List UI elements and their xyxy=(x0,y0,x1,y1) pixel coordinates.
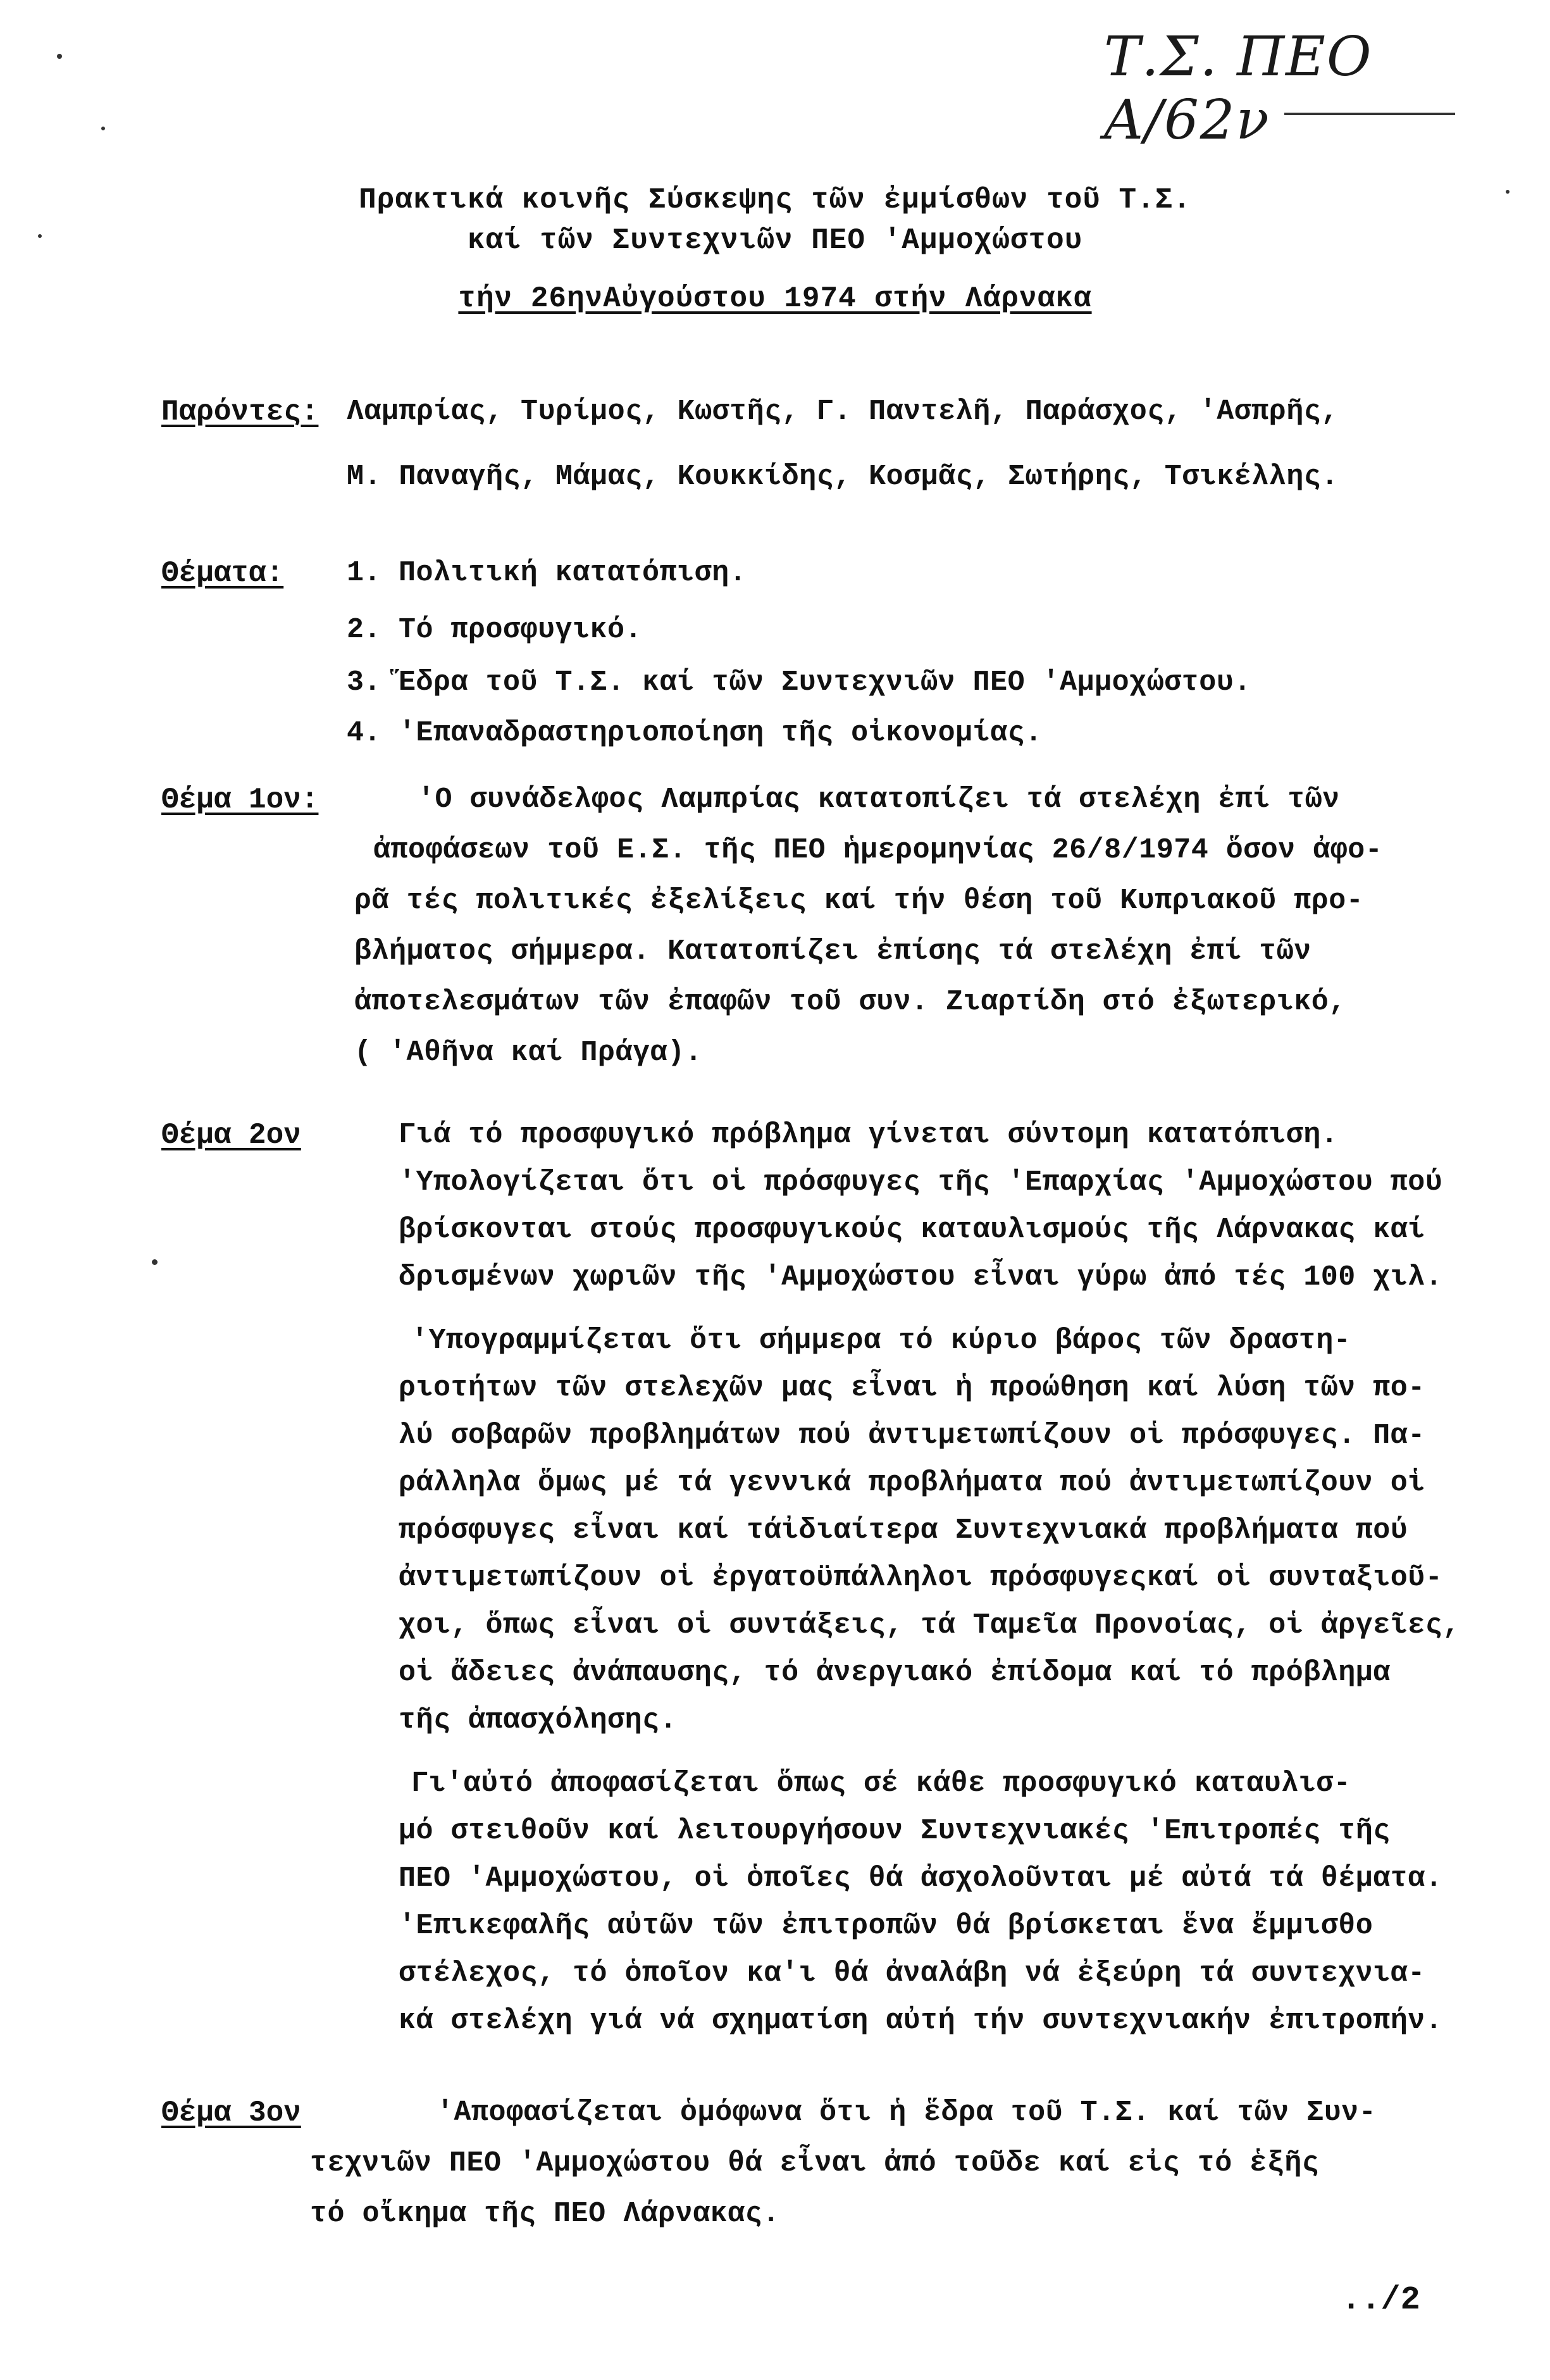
scan-speck xyxy=(101,127,105,130)
topic1-line: ρᾶ τές πολιτικές ἐξελίξεις καί τήν θέση τοῦ Κυπριακοῦ προ- xyxy=(354,885,1364,917)
topic2-line: Γιά τό προσφυγικό πρόβλημα γίνεται σύντομη κατατόπιση. xyxy=(399,1119,1339,1151)
scan-speck xyxy=(152,1259,158,1265)
topic2-line: πρόσφυγες εἶναι καί τάἰδιαίτερα Συντεχνιακά προβλήματα πού xyxy=(399,1514,1408,1547)
topic2-line: δρισμένων χωριῶν τῆς 'Αμμοχώστου εἶναι γύρω ἀπό τές 100 χιλ. xyxy=(399,1261,1443,1293)
topic3-line: 'Αποφασίζεται ὁμόφωνα ὅτι ἡ ἕδρα τοῦ Τ.Σ. καί τῶν Συν- xyxy=(437,2097,1377,2129)
topic2-label: Θέμα 2ον xyxy=(161,1119,301,1152)
topic-item-4: 'Επαναδραστηριοποίηση τῆς οἰκονομίας. xyxy=(399,717,1043,749)
topic2-line: 'Υπογραμμίζεται ὅτι σήμμερα τό κύριο βάρος τῶν δραστη- xyxy=(411,1324,1351,1357)
topic2-line: ΠΕΟ 'Αμμοχώστου, οἱ ὁποῖες θά ἀσχολοῦνται μέ αὐτά τά θέματα. xyxy=(399,1862,1443,1895)
page-continuation: ../2 xyxy=(1341,2281,1420,2319)
topic1-line: ἀποφάσεων τοῦ Ε.Σ. τῆς ΠΕΟ ἡμερομηνίας 26/8/1974 ὅσον ἀφο- xyxy=(373,834,1383,866)
topic1-line: βλήματος σήμμερα. Κατατοπίζει ἐπίσης τά στελέχη ἐπί τῶν xyxy=(354,935,1311,968)
topic2-line: ἀντιμετωπίζουν οἱ ἐργατοϋπάλληλοι πρόσφυγεςκαί οἱ συνταξιοῦ- xyxy=(399,1562,1443,1594)
topic3-label: Θέμα 3ον xyxy=(161,2097,301,2129)
topic2-line: βρίσκονται στούς προσφυγικούς καταυλισμούς τῆς Λάρνακας καί xyxy=(399,1214,1425,1246)
topic3-line: τό οἴκημα τῆς ΠΕΟ Λάρνακας. xyxy=(310,2198,780,2230)
topic2-line: τῆς ἀπασχόλησης. xyxy=(399,1704,678,1736)
scan-speck xyxy=(57,54,62,59)
topic-num-1: 1. xyxy=(347,557,381,589)
topic2-line: μό στειθοῦν καί λειτουργήσουν Συντεχνιακές 'Επιτροπές τῆς xyxy=(399,1815,1391,1847)
topic2-line: κά στελέχη γιά νά σχηματίση αὐτή τήν συντεχνιακήν ἐπιτροπήν. xyxy=(399,2005,1443,2037)
topic-item-2: Τό προσφυγικό. xyxy=(399,614,643,646)
topics-label: Θέματα: xyxy=(161,557,284,590)
topic2-line: λύ σοβαρῶν προβλημάτων πού ἀντιμετωπίζουν οἱ πρόσφυγες. Πα- xyxy=(399,1419,1425,1452)
topic2-line: ράλληλα ὅμως μέ τά γεννικά προβλήματα πού ἀντιμετωπίζουν οἱ xyxy=(399,1467,1425,1499)
topic1-line: ( 'Αθῆνα καί Πράγα). xyxy=(354,1037,703,1069)
title-line-3 xyxy=(0,282,1550,315)
handwritten-reference: Τ.Σ. ΠΕΟ Α/62ν xyxy=(1104,25,1373,152)
scan-speck xyxy=(1506,190,1510,194)
attendees-line-2: Μ. Παναγῆς, Μάμας, Κουκκίδης, Κοσμᾶς, Σωτήρης, Τσικέλλης. xyxy=(347,461,1339,493)
topic2-line: 'Υπολογίζεται ὅτι οἱ πρόσφυγες τῆς 'Επαρχίας 'Αμμοχώστου πού xyxy=(399,1166,1443,1199)
topic-num-4: 4. xyxy=(347,717,381,749)
topic-item-3: Ἕδρα τοῦ Τ.Σ. καί τῶν Συντεχνιῶν ΠΕΟ 'Αμμοχώστου. xyxy=(399,666,1251,699)
title-date: τήν 26ηνΑὐγούστου 1974 στήν Λάρνακα xyxy=(458,282,1092,315)
scan-speck xyxy=(38,234,42,238)
topic1-line: ἀποτελεσμάτων τῶν ἐπαφῶν τοῦ συν. Ζιαρτίδη στό ἐξωτερικό, xyxy=(354,986,1346,1018)
attendees-line-1: Λαμπρίας, Τυρίμος, Κωστῆς, Γ. Παντελῆ, Παράσχος, 'Ασπρῆς, xyxy=(347,396,1339,428)
topic2-line: ριοτήτων τῶν στελεχῶν μας εἶναι ἡ προώθηση καί λύση τῶν πο- xyxy=(399,1372,1425,1404)
title-line-2: καί τῶν Συντεχνιῶν ΠΕΟ 'Αμμοχώστου xyxy=(467,224,1083,257)
reference-underline xyxy=(1284,113,1455,115)
topic3-line: τεχνιῶν ΠΕΟ 'Αμμοχώστου θά εἶναι ἀπό τοῦδε καί εἰς τό ἑξῆς xyxy=(310,2147,1320,2179)
topic2-line: χοι, ὅπως εἶναι οἱ συντάξεις, τά Ταμεῖα Προνοίας, οἱ ἀργεῖες, xyxy=(399,1609,1460,1642)
attendees-label: Παρόντες: xyxy=(161,396,319,428)
topic2-line: στέλεχος, τό ὁποῖον κα'ι θά ἀναλάβη νά ἐξεύρη τά συντεχνια- xyxy=(399,1957,1425,1990)
topic1-label: Θέμα 1ον: xyxy=(161,783,319,816)
topic1-line: 'Ο συνάδελφος Λαμπρίας κατατοπίζει τά στελέχη ἐπί τῶν xyxy=(418,783,1340,816)
topic-num-3: 3. xyxy=(347,666,381,699)
title-line-1: Πρακτικά κοινῆς Σύσκεψης τῶν ἐμμίσθων τοῦ Τ.Σ. xyxy=(359,184,1191,216)
topic2-line: 'Επικεφαλῆς αὐτῶν τῶν ἐπιτροπῶν θά βρίσκεται ἕνα ἔμμισθο xyxy=(399,1910,1373,1942)
topic-item-1: Πολιτική κατατόπιση. xyxy=(399,557,747,589)
topic2-line: οἱ ἄδειες ἀνάπαυσης, τό ἀνεργιακό ἐπίδομα καί τό πρόβλημα xyxy=(399,1657,1391,1689)
topic-num-2: 2. xyxy=(347,614,381,646)
topic2-line: Γι'αὐτό ἀποφασίζεται ὅπως σέ κάθε προσφυγικό καταυλισ- xyxy=(411,1767,1351,1800)
